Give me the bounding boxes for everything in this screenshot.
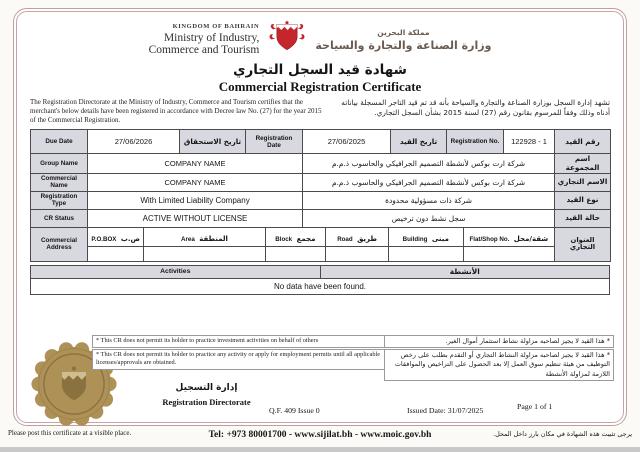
header (14, 20, 626, 59)
footnote-en-2: * This CR does not permit its holder to practice any activity or apply for employment permits until all applicable licenses/approvals are obtained. (92, 349, 394, 370)
building-label-ar: مبنى (431, 234, 449, 243)
flatshop-label-ar: شقة/محل (513, 234, 549, 243)
registration-type-label-en: Registration Type (31, 191, 88, 209)
activities-header-row (31, 265, 610, 278)
registration-date-label-ar: تاريخ القيد (391, 130, 447, 154)
page-indicator: Page 1 of 1 (517, 402, 553, 411)
activities-table (30, 265, 610, 295)
road-header (326, 228, 389, 247)
cr-status-value-ar: سجل نشط دون ترخيص (303, 209, 555, 227)
commercial-name-label-ar: الاسم التجاري (555, 173, 611, 191)
registration-no-label-ar: رقم القيد (555, 130, 611, 154)
flatshop-value (463, 246, 554, 261)
flatshop-header (463, 228, 554, 247)
due-date-label-en: Due Date (31, 130, 88, 154)
registration-type-value-en: With Limited Liability Company (88, 191, 303, 209)
registration-no-label-en: Registration No. (447, 130, 504, 154)
registration-no-value: 122928 - 1 (504, 130, 555, 154)
commercial-name-value-en: COMPANY NAME (88, 173, 303, 191)
cr-status-value-en: ACTIVE WITHOUT LICENSE (88, 209, 303, 227)
flatshop-label-en: Flat/Shop No. (469, 235, 510, 243)
commercial-address-cells (88, 227, 555, 261)
address-subtable (88, 228, 554, 261)
ministry-name-en-line1: Ministry of Industry, (163, 31, 260, 44)
dates-row (31, 130, 611, 154)
footnote-ar-2: * هذا القيد لا يجيز لصاحبه مزاولة النشاط التجاري أو التقدم بطلب على رخص التوظيف من هيئة تنظيم سوق العمل إلا بعد الحصول على التراخيص والموافقات اللازمة لمزاولة الأنشطة (384, 349, 614, 381)
pobox-label-en: P.O.BOX (91, 235, 117, 243)
registration-directorate-signoff (139, 383, 274, 407)
block-label-en: Block (275, 235, 293, 243)
road-label-ar: طريق (357, 234, 377, 243)
pobox-value (88, 246, 144, 261)
area-header (144, 228, 265, 247)
footer-note-en: Please post this certificate at a visible place. (8, 429, 132, 437)
cr-status-label-en: CR Status (31, 209, 88, 227)
due-date-label-ar: تاريخ الاستحقاق (180, 130, 246, 154)
kingdom-label-ar: مملكة البحرين (377, 27, 430, 37)
activities-empty-row (31, 278, 610, 294)
ministry-header-en (149, 23, 260, 57)
building-label-en: Building (402, 235, 428, 243)
area-value (144, 246, 265, 261)
intro-paragraph-ar: تشهد إدارة السجل بوزارة الصناعة والتجارة والسياحة بأنه قد تم قيد التاجر المسجلة بياناته أدناه وذلك وفقاً للمرسوم بقانون رقم (27) لسنة 2015 بشأن السجل التجاري. (341, 98, 610, 118)
address-header-row (88, 228, 554, 247)
registration-type-row (31, 191, 611, 209)
directorate-title-en: Registration Directorate (162, 397, 251, 407)
group-name-value-en: COMPANY NAME (88, 154, 303, 174)
pobox-header (88, 228, 144, 247)
footer-note-ar: يرجى تثبيت هذه الشهادة في مكان بارز داخل المحل. (493, 430, 632, 438)
certificate-frame (13, 8, 627, 426)
commercial-address-label-en: Commercial Address (31, 227, 88, 261)
registration-type-label-ar: نوع القيد (555, 191, 611, 209)
intro-paragraph-en: The Registration Directorate at the Ministry of Industry, Commerce and Tourism certifies that the merchant's below details have been registered in accordance with Decree law No. (27) for the year 2015 of the Commercial Registration. (30, 98, 322, 125)
registration-date-value: 27/06/2025 (303, 130, 391, 154)
building-value (389, 246, 464, 261)
activities-header-en: Activities (31, 265, 321, 278)
scan-edge (0, 447, 640, 452)
building-header (389, 228, 464, 247)
registration-type-value-ar: شركة ذات مسؤولية محدودة (303, 191, 555, 209)
activities-header-ar: الأنشطة (320, 265, 610, 278)
group-name-row (31, 154, 611, 174)
area-label-en: Area (181, 235, 195, 243)
address-values-row (88, 246, 554, 261)
due-date-value: 27/06/2026 (88, 130, 180, 154)
area-label-ar: المنطقة (199, 234, 228, 243)
block-value (265, 246, 326, 261)
pobox-label-ar: ص.ب (120, 234, 140, 243)
activities-empty-message: No data have been found. (31, 278, 610, 294)
group-name-label-ar: اسم المجموعة (555, 154, 611, 174)
commercial-name-value-ar: شركة ارت بوكس لأنشطة التصميم الجرافيكي والحاسوب ذ.م.م (303, 173, 555, 191)
group-name-value-ar: شركة ارت بوكس لأنشطة التصميم الجرافيكي والحاسوب ذ.م.م (303, 154, 555, 174)
commercial-name-label-en: Commercial Name (31, 173, 88, 191)
cr-status-row (31, 209, 611, 227)
form-reference: Q.F. 409 Issue 0 (269, 406, 320, 415)
ministry-header-ar (315, 28, 491, 52)
certificate-title-ar: شهادة قيد السجل التجاري (233, 62, 407, 78)
certificate-title-en: Commercial Registration Certificate (218, 79, 422, 94)
cr-status-label-ar: حالة القيد (555, 209, 611, 227)
road-label-en: Road (337, 235, 353, 243)
footnotes-en (92, 335, 394, 371)
commercial-address-row (31, 227, 611, 261)
road-value (326, 246, 389, 261)
directorate-title-ar: إدارة التسجيل (175, 383, 238, 393)
footnote-en-1: * This CR does not permit its holder to practice investment activities on behalf of others (92, 335, 394, 348)
footer-contact: Tel: +973 80001700 - www.sijilat.bh - www.moic.gov.bh (208, 430, 432, 440)
block-header (265, 228, 326, 247)
block-label-ar: مجمع (296, 234, 316, 243)
ministry-name-ar: وزارة الصناعة والتجارة والسياحة (315, 38, 492, 52)
footnote-ar-1: * هذا القيد لا يجيز لصاحبه مزاولة نشاط استثمار أموال الغير. (384, 335, 614, 348)
bahrain-emblem-icon (268, 20, 306, 59)
group-name-label-en: Group Name (31, 154, 88, 174)
commercial-name-row (31, 173, 611, 191)
footnotes-ar (384, 335, 614, 382)
commercial-address-label-ar: العنوان التجاري (555, 227, 611, 261)
registry-table (30, 129, 611, 262)
issued-date: Issued Date: 31/07/2025 (407, 406, 484, 415)
registration-date-label-en: Registration Date (246, 130, 303, 154)
ministry-name-en-line2: Commerce and Tourism (148, 44, 260, 56)
intro-section (14, 95, 626, 128)
kingdom-label-en: KINGDOM OF BAHRAIN (172, 22, 260, 30)
